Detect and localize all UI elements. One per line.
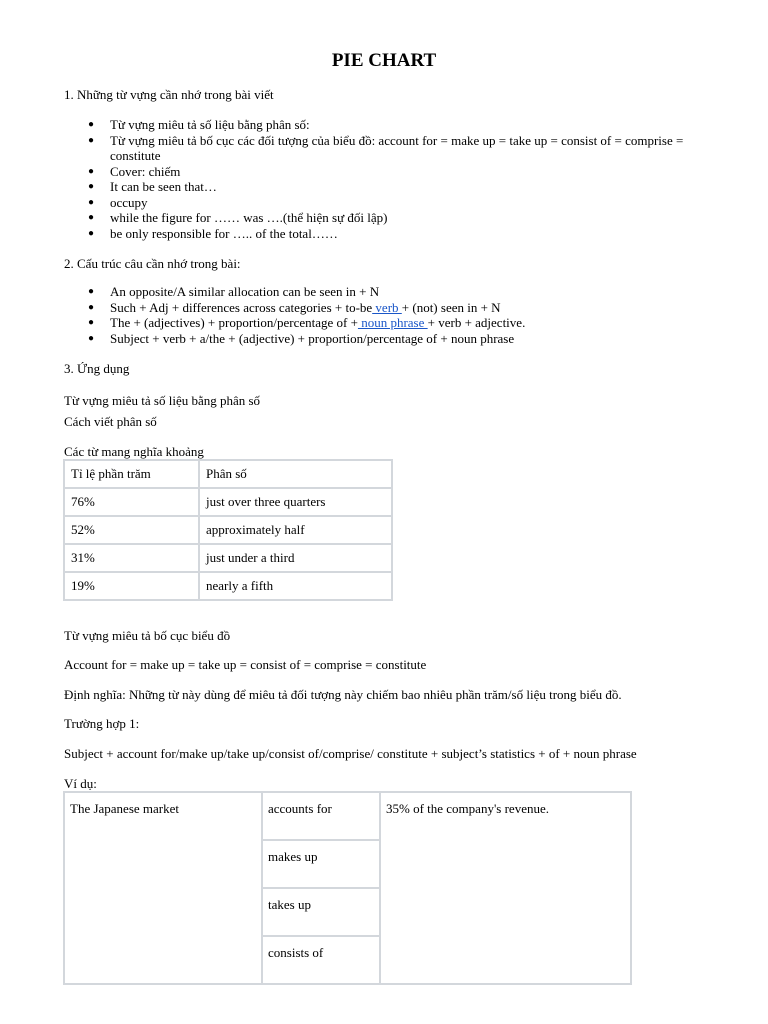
table-cell: 76%: [64, 488, 199, 516]
list-item-continuation: constitute: [110, 148, 161, 163]
section-1-heading: 1. Những từ vựng cần nhớ trong bài viết: [64, 87, 274, 102]
table-row: [64, 516, 392, 544]
list-item: ● Cover: chiếm: [88, 163, 181, 179]
table-cell: just under a third: [199, 544, 392, 572]
section-2-heading: 2. Cấu trúc câu cần nhớ trong bài:: [64, 256, 241, 271]
bullet-icon: ●: [88, 286, 95, 297]
fraction-table: [63, 459, 393, 601]
table-row: [64, 572, 392, 600]
formula-line: Subject + account for/make up/take up/consist of/comprise/ constitute + subject’s statistics + of + noun phrase: [64, 746, 637, 761]
layout-vocab-heading: Từ vựng miêu tả bố cục biểu đồ: [64, 628, 231, 643]
bullet-icon: ●: [88, 317, 95, 328]
list-item: ● Such + Adj + differences across categories + to-be verb + (not) seen in + N: [88, 299, 501, 315]
noun-phrase-link[interactable]: noun phrase: [357, 315, 428, 330]
structure-list: [64, 284, 525, 346]
section-3-heading: 3. Ứng dụng: [64, 361, 130, 376]
verb-link[interactable]: verb: [372, 299, 402, 315]
list-item: ● Subject + verb + a/the + (adjective) + proportion/percentage of + noun phrase: [88, 330, 515, 346]
verb-cell: consists of: [262, 936, 380, 984]
table-header-row: [64, 460, 392, 488]
table-header-cell: Phân số: [199, 460, 392, 488]
bullet-icon: ●: [88, 301, 95, 313]
synonym-line: Account for = make up = take up = consist of = comprise = constitute: [64, 657, 427, 672]
bullet-icon: ●: [88, 227, 95, 239]
verb-cell: accounts for: [262, 792, 380, 840]
subheading-approximation: Các từ mang nghĩa khoảng: [64, 444, 204, 459]
definition-paragraph: Định nghĩa: Những từ này dùng để miêu tả đối tượng này chiếm bao nhiêu phần trăm/số liệu trong biểu đồ.: [64, 687, 622, 702]
list-item: ● An opposite/A similar allocation can be seen in + N: [88, 284, 380, 299]
list-item: ● be only responsible for ….. of the total……: [88, 225, 338, 241]
table-cell: nearly a fifth: [199, 572, 392, 600]
subheading-fraction-writing: Cách viết phân số: [64, 414, 157, 429]
subject-cell: The Japanese market: [64, 792, 262, 984]
list-item: ● The + (adjectives) + proportion/percentage of + noun phrase + verb + adjective.: [88, 315, 526, 330]
bullet-icon: ●: [88, 332, 95, 344]
table-cell: 31%: [64, 544, 199, 572]
table-cell: 19%: [64, 572, 199, 600]
table-cell: approximately half: [199, 516, 392, 544]
bullet-icon: ●: [88, 181, 95, 192]
bullet-icon: ●: [88, 134, 95, 146]
object-cell: 35% of the company's revenue.: [380, 792, 631, 984]
table-cell: just over three quarters: [199, 488, 392, 516]
case-1-heading: Trường hợp 1:: [64, 716, 140, 731]
bullet-icon: ●: [88, 196, 95, 208]
verb-cell: takes up: [262, 888, 380, 936]
table-cell: 52%: [64, 516, 199, 544]
bullet-icon: ●: [88, 165, 95, 177]
bullet-icon: ●: [88, 212, 95, 223]
vocabulary-list: [64, 117, 683, 241]
verb-cell: makes up: [262, 840, 380, 888]
list-item: ● Từ vựng miêu tả số liệu bằng phân số:: [88, 117, 310, 132]
list-item: ● Từ vựng miêu tả bố cục các đối tượng của biểu đồ: account for = make up = take up = consist of = comprise =: [88, 132, 684, 148]
table-row: [64, 488, 392, 516]
table-row: [64, 792, 631, 840]
example-table: [63, 791, 632, 985]
page-title: PIE CHART: [331, 50, 437, 71]
table-header-cell: Tỉ lệ phần trăm: [64, 460, 199, 488]
table-row: [64, 544, 392, 572]
list-item: ● It can be seen that…: [88, 179, 217, 194]
bullet-icon: ●: [88, 119, 95, 130]
example-label: Ví dụ:: [64, 776, 97, 791]
list-item: ● occupy: [88, 194, 148, 210]
subheading-fraction-vocab: Từ vựng miêu tả số liệu bằng phân số: [64, 393, 261, 408]
list-item: ● while the figure for …… was ….(thể hiện sự đối lập): [88, 210, 388, 225]
